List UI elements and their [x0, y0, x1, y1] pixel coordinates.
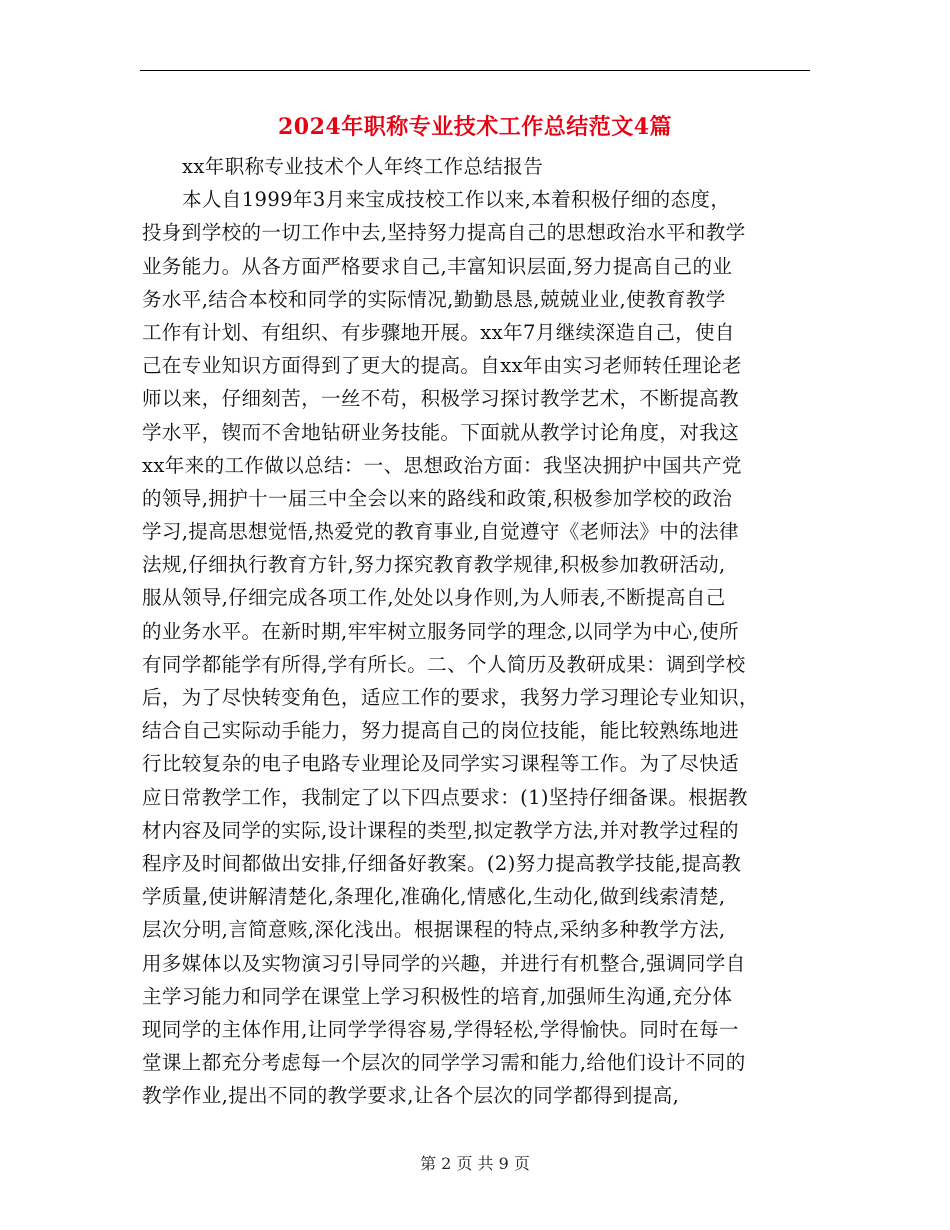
paragraph-line: 后，为了尽快转变角色，适应工作的要求，我努力学习理论专业知识，	[142, 686, 759, 709]
header-rule	[140, 70, 810, 71]
document-body	[142, 150, 810, 1112]
paragraph-line: 的领导,拥护十一届三中全会以来的路线和政策,积极参加学校的政治	[142, 486, 733, 510]
paragraph-line: 务水平,结合本校和同学的实际情况,勤勤恳恳,兢兢业业,使教育教学	[142, 287, 726, 311]
paragraph-line: 行比较复杂的电子电路专业理论及同学实习课程等工作。为了尽快适	[142, 752, 740, 776]
paragraph-line: 工作有计划、有组织、有步骤地开展。xx年7月继续深造自己，使自	[142, 320, 735, 344]
paragraph-line: 材内容及同学的实际,设计课程的类型,拟定教学方法,并对教学过程的	[142, 818, 739, 842]
paragraph-line: 有同学都能学有所得,学有所长。二、个人简历及教研成果：调到学校	[142, 652, 746, 676]
paragraph-line: 教学作业,提出不同的教学要求,让各个层次的同学都得到提高,	[142, 1084, 680, 1108]
paragraph-line: 师以来，仔细刻苦，一丝不苟，积极学习探讨教学艺术，不断提高教	[142, 387, 740, 411]
paragraph-line: 应日常教学工作，我制定了以下四点要求：(1)坚持仔细备课。根据教	[142, 785, 748, 809]
paragraph-line: 学质量,使讲解清楚化,条理化,准确化,情感化,生动化,做到线索清楚,	[142, 885, 726, 909]
paragraph-line: 服从领导,仔细完成各项工作,处处以身作则,为人师表,不断提高自己	[142, 586, 726, 610]
paragraph-line: 业务能力。从各方面严格要求自己,丰富知识层面,努力提高自己的业	[142, 254, 733, 278]
paragraph-line: 用多媒体以及实物演习引导同学的兴趣，并进行有机整合,强调同学自	[142, 951, 746, 975]
page-number: 第 2 页 共 9 页	[420, 1154, 530, 1173]
document-title: 2024年职称专业技术工作总结范文4篇	[277, 114, 673, 140]
paragraph-line: 投身到学校的一切工作中去,坚持努力提高自己的思想政治水平和教学	[142, 221, 746, 245]
document-subtitle: xx年职称专业技术个人年终工作总结报告	[182, 155, 544, 178]
paragraph-line: 的业务水平。在新时期,牢牢树立服务同学的理念,以同学为中心,使所	[142, 619, 739, 643]
paragraph-line: 法规,仔细执行教育方针,努力探究教育教学规律,积极参加教研活动,	[142, 553, 726, 577]
paragraph-line: 主学习能力和同学在课堂上学习积极性的培育,加强师生沟通,充分体	[142, 984, 733, 1008]
paragraph-line: 本人自1999年3月来宝成技校工作以来,本着积极仔细的态度，	[182, 188, 731, 212]
paragraph-line: 堂课上都充分考虑每一个层次的同学学习需和能力,给他们设计不同的	[142, 1051, 746, 1075]
paragraph-line: 层次分明,言简意赅,深化浅出。根据课程的特点,采纳多种教学方法,	[142, 918, 726, 942]
paragraph-line: 学水平，锲而不舍地钻研业务技能。下面就从教学讨论角度，对我这	[142, 420, 740, 444]
paragraph-line: 结合自己实际动手能力，努力提高自己的岗位技能，能比较熟练地进	[142, 719, 740, 743]
paragraph-line: xx年来的工作做以总结：一、思想政治方面：我坚决拥护中国共产党	[142, 453, 742, 477]
paragraph-line: 程序及时间都做出安排,仔细备好教案。(2)努力提高教学技能,提高教	[142, 851, 742, 875]
paragraph-line: 己在专业知识方面得到了更大的提高。自xx年由实习老师转任理论老	[142, 354, 742, 378]
paragraph-line: 现同学的主体作用,让同学学得容易,学得轻松,学得愉快。同时在每一	[142, 1017, 739, 1041]
paragraph-line: 学习,提高思想觉悟,热爱党的教育事业,自觉遵守《老师法》中的法律	[142, 520, 739, 544]
